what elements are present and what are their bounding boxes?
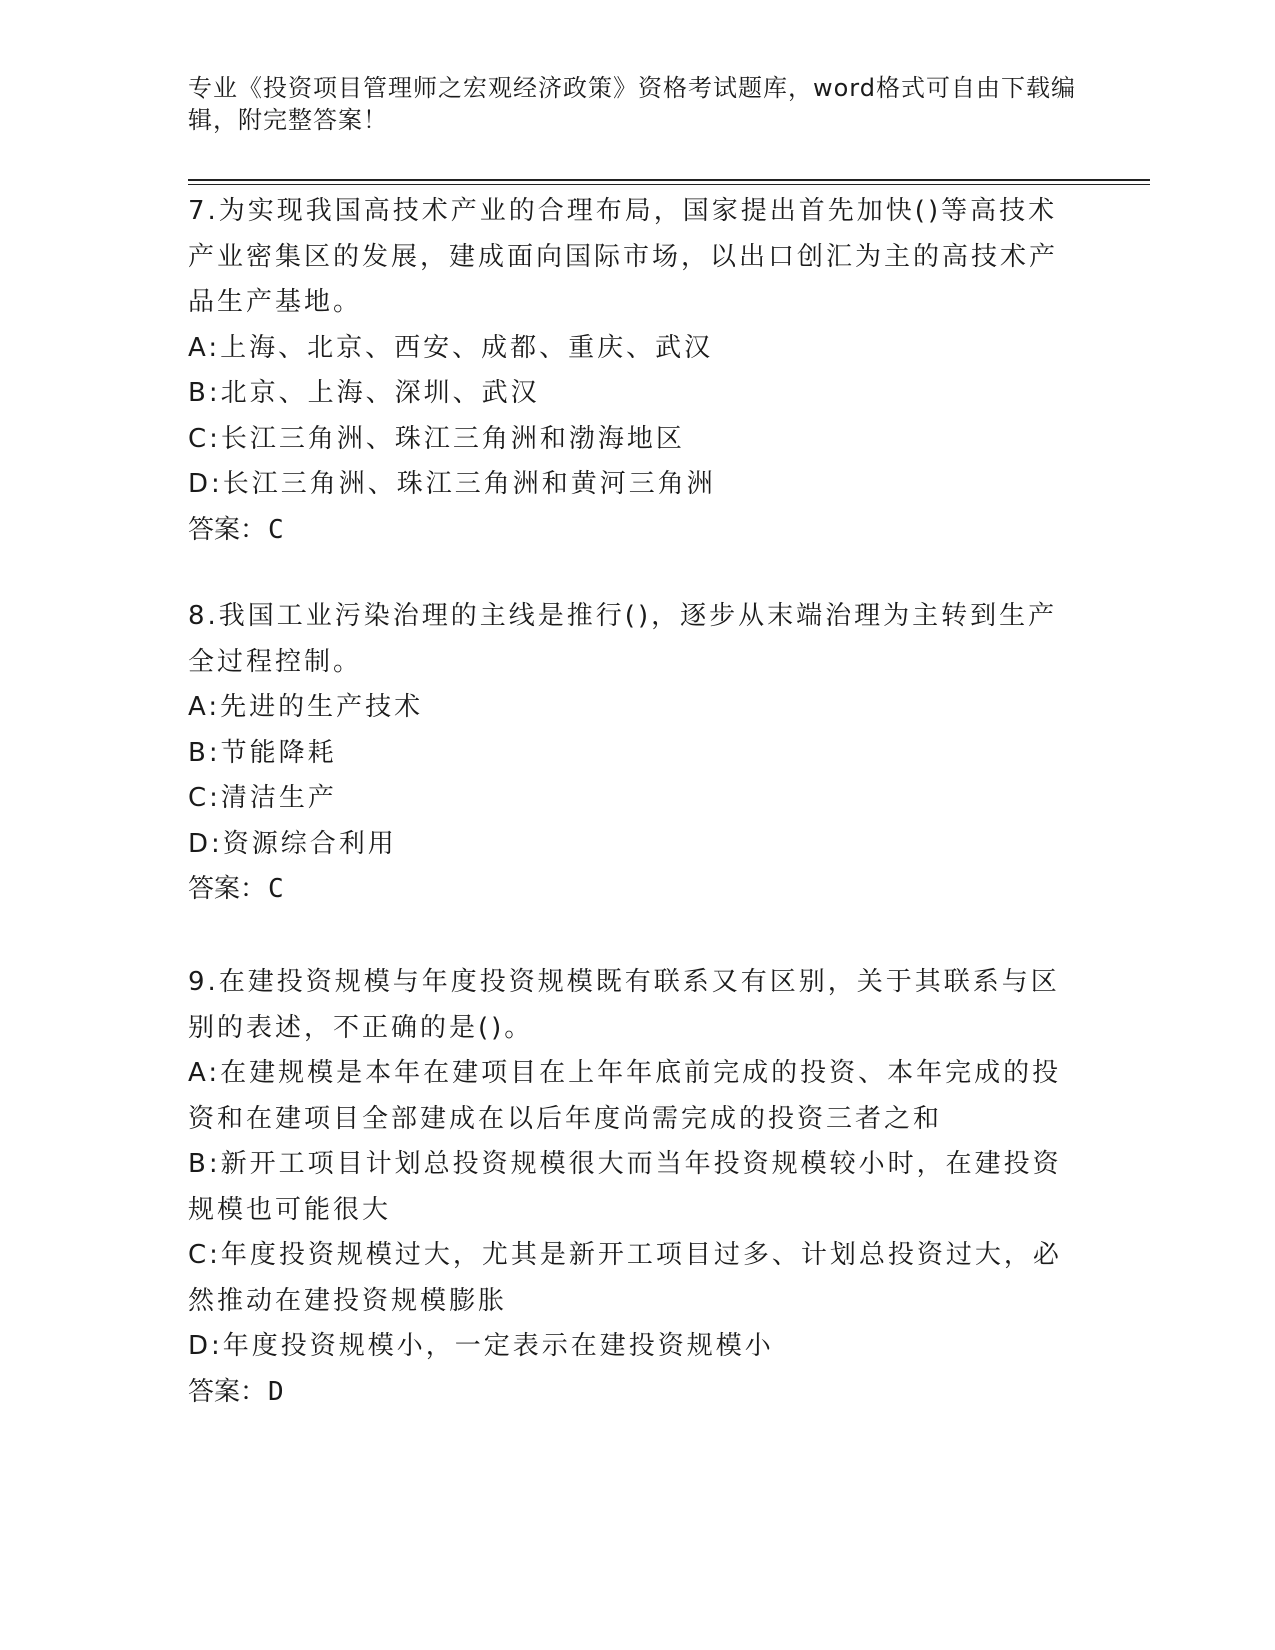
option-a: A:上海、北京、西安、成都、重庆、武汉 — [188, 332, 714, 363]
answer-value: C — [268, 874, 284, 904]
question-7 — [188, 189, 1078, 553]
header-divider-thick — [188, 179, 1150, 181]
answer-value: D — [268, 1376, 284, 1407]
option-c: C:年度投资规模过大，尤其是新开工项目过多、计划总投资过大，必然推动在建投资规模膨胀 — [188, 1240, 1062, 1316]
answer-label: 答案： — [188, 874, 267, 904]
document-header — [188, 72, 1078, 136]
option-b: B:新开工项目计划总投资规模很大而当年投资规模较小时，在建投资规模也可能很大 — [188, 1149, 1062, 1225]
answer-line — [188, 508, 1078, 554]
header-divider-thin — [188, 184, 1150, 185]
question-text: 9.在建投资规模与年度投资规模既有联系又有区别，关于其联系与区别的表述，不正确的是()。 — [188, 967, 1060, 1043]
option-d: D:资源综合利用 — [188, 828, 397, 859]
question-8 — [188, 594, 1078, 913]
answer-line — [188, 867, 1078, 913]
answer-value: C — [268, 514, 284, 545]
question-text: 8.我国工业污染治理的主线是推行()，逐步从末端治理为主转到生产全过程控制。 — [188, 601, 1058, 677]
answer-label: 答案： — [188, 1376, 267, 1407]
option-a: A:先进的生产技术 — [188, 692, 424, 722]
answer-label: 答案： — [188, 514, 267, 545]
option-d: D:长江三角洲、珠江三角洲和黄河三角洲 — [188, 469, 716, 499]
option-c: C:长江三角洲、珠江三角洲和渤海地区 — [188, 423, 685, 454]
question-9 — [188, 960, 1078, 1415]
option-c: C:清洁生产 — [188, 783, 337, 813]
option-b: B:节能降耗 — [188, 737, 337, 768]
header-text: 专业《投资项目管理师之宏观经济政策》资格考试题库，word格式可自由下载编辑，附完整答案！ — [188, 74, 1076, 134]
question-text: 7.为实现我国高技术产业的合理布局，国家提出首先加快()等高技术产业密集区的发展，建成面向国际市场，以出口创汇为主的高技术产品生产基地。 — [188, 196, 1059, 317]
option-b: B:北京、上海、深圳、武汉 — [188, 378, 540, 408]
option-d: D:年度投资规模小，一定表示在建投资规模小 — [188, 1331, 774, 1361]
answer-line — [188, 1370, 1078, 1416]
option-a: A:在建规模是本年在建项目在上年年底前完成的投资、本年完成的投资和在建项目全部建成在以后年度尚需完成的投资三者之和 — [188, 1058, 1062, 1134]
